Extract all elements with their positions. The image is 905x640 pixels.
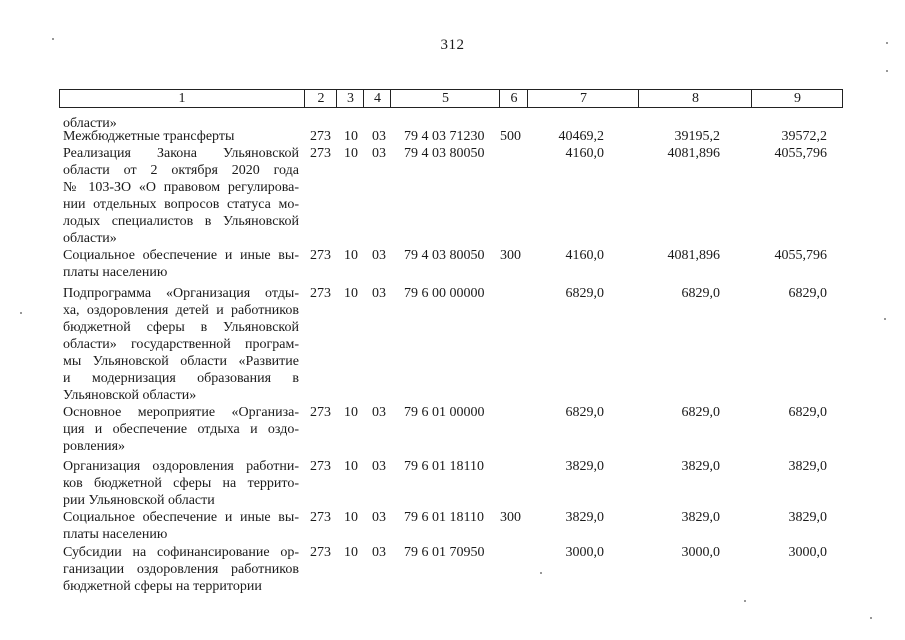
scan-speck: [884, 318, 886, 320]
scan-speck: [20, 312, 22, 314]
row-name-line: платы населению: [63, 265, 168, 280]
cell-c9: 6829,0: [788, 405, 827, 420]
row-name-line: бюджетной сферы в Ульяновской: [63, 320, 299, 335]
cell-c5: 79 6 01 70950: [404, 545, 485, 560]
row-name-line: Организация оздоровления работни-: [63, 459, 299, 474]
table-header-row: [59, 89, 843, 108]
cell-c2: 273: [310, 545, 331, 560]
cell-c3: 10: [344, 545, 358, 560]
cell-c2: 273: [310, 405, 331, 420]
cell-c8: 3829,0: [681, 459, 720, 474]
row-name-line: рии Ульяновской области: [63, 493, 215, 508]
header-col-6: 6: [499, 90, 528, 107]
scan-speck: [886, 70, 888, 72]
cell-c7: 40469,2: [558, 129, 604, 144]
row-name-line: Ульяновской области»: [63, 388, 197, 403]
row-name-line: Субсидии на софинансирование ор-: [63, 545, 299, 560]
row-name-line: и модернизация образования в: [63, 371, 299, 386]
cell-c4: 03: [372, 545, 386, 560]
scan-speck: [540, 572, 542, 574]
row-name-line: области»: [63, 116, 117, 131]
cell-c3: 10: [344, 286, 358, 301]
row-name-line: ганизации оздоровления работников: [63, 562, 299, 577]
row-name-line: ков бюджетной сферы на террито-: [63, 476, 299, 491]
cell-c8: 3829,0: [681, 510, 720, 525]
cell-c7: 4160,0: [565, 248, 604, 263]
row-name-line: области» государственной програм-: [63, 337, 299, 352]
cell-c6: 300: [500, 248, 521, 263]
cell-c5: 79 6 01 18110: [404, 510, 484, 525]
row-name: [63, 509, 299, 543]
cell-c9: 6829,0: [788, 286, 827, 301]
header-col-9: 9: [751, 90, 843, 107]
cell-c4: 03: [372, 405, 386, 420]
cell-c5: 79 6 00 00000: [404, 286, 485, 301]
row-name-line: области»: [63, 231, 117, 246]
cell-c3: 10: [344, 405, 358, 420]
row-name-line: Подпрограмма «Организация отды-: [63, 286, 299, 301]
row-name-line: Основное мероприятие «Организа-: [63, 405, 299, 420]
cell-c8: 3000,0: [681, 545, 720, 560]
row-name: [63, 145, 299, 247]
row-name: [63, 458, 299, 509]
cell-c9: 4055,796: [774, 146, 827, 161]
scan-speck: [52, 38, 54, 40]
cell-c5: 79 4 03 71230: [404, 129, 485, 144]
scan-speck: [886, 42, 888, 44]
cell-c2: 273: [310, 129, 331, 144]
cell-c4: 03: [372, 459, 386, 474]
cell-c7: 4160,0: [565, 146, 604, 161]
cell-c9: 39572,2: [781, 129, 827, 144]
cell-c5: 79 6 01 00000: [404, 405, 485, 420]
scan-speck: [744, 600, 746, 602]
cell-c2: 273: [310, 459, 331, 474]
row-name: [63, 285, 299, 404]
cell-c3: 10: [344, 459, 358, 474]
row-name: [63, 128, 299, 145]
cell-c8: 4081,896: [667, 248, 720, 263]
cell-c7: 3000,0: [565, 545, 604, 560]
row-name-line: мы Ульяновской области «Развитие: [63, 354, 299, 369]
header-col-2: 2: [304, 90, 337, 107]
cell-c2: 273: [310, 510, 331, 525]
header-col-3: 3: [336, 90, 364, 107]
row-name: [63, 247, 299, 281]
header-col-4: 4: [363, 90, 391, 107]
row-name-line: платы населению: [63, 527, 168, 542]
row-name-line: ция и обеспечение отдыха и оздо-: [63, 422, 299, 437]
row-name-line: лодых специалистов в Ульяновской: [63, 214, 299, 229]
cell-c4: 03: [372, 286, 386, 301]
header-col-5: 5: [390, 90, 500, 107]
row-name-line: Межбюджетные трансферты: [63, 129, 235, 144]
row-name-line: области от 2 октября 2020 года: [63, 163, 299, 178]
cell-c3: 10: [344, 510, 358, 525]
cell-c8: 6829,0: [681, 405, 720, 420]
cell-c7: 6829,0: [565, 286, 604, 301]
cell-c8: 6829,0: [681, 286, 720, 301]
cell-c4: 03: [372, 129, 386, 144]
row-name-line: № 103-ЗО «О правовом регулирова-: [63, 180, 299, 195]
cell-c9: 4055,796: [774, 248, 827, 263]
cell-c2: 273: [310, 286, 331, 301]
cell-c9: 3000,0: [788, 545, 827, 560]
cell-c7: 3829,0: [565, 459, 604, 474]
cell-c4: 03: [372, 248, 386, 263]
cell-c6: 500: [500, 129, 521, 144]
row-name-line: бюджетной сферы на территории: [63, 579, 262, 594]
page-number: 312: [440, 37, 465, 53]
cell-c7: 3829,0: [565, 510, 604, 525]
cell-c5: 79 6 01 18110: [404, 459, 484, 474]
cell-c3: 10: [344, 146, 358, 161]
cell-c4: 03: [372, 146, 386, 161]
cell-c6: 300: [500, 510, 521, 525]
row-name-line: ровления»: [63, 439, 126, 454]
cell-c8: 39195,2: [674, 129, 720, 144]
row-name-line: нии отдельных вопросов статуса мо-: [63, 197, 299, 212]
cell-c5: 79 4 03 80050: [404, 146, 485, 161]
row-name: [63, 544, 299, 595]
cell-c3: 10: [344, 129, 358, 144]
scan-speck: [870, 617, 872, 619]
row-name-line: ха, оздоровления детей и работников: [63, 303, 299, 318]
row-name-line: Реализация Закона Ульяновской: [63, 146, 299, 161]
cell-c5: 79 4 03 80050: [404, 248, 485, 263]
cell-c3: 10: [344, 248, 358, 263]
header-col-8: 8: [638, 90, 752, 107]
header-col-7: 7: [527, 90, 639, 107]
cell-c9: 3829,0: [788, 510, 827, 525]
cell-c2: 273: [310, 146, 331, 161]
header-col-1: 1: [178, 91, 186, 106]
row-name-line: Социальное обеспечение и иные вы-: [63, 510, 299, 525]
row-name-line: Социальное обеспечение и иные вы-: [63, 248, 299, 263]
cell-c9: 3829,0: [788, 459, 827, 474]
cell-c2: 273: [310, 248, 331, 263]
cell-c4: 03: [372, 510, 386, 525]
cell-c8: 4081,896: [667, 146, 720, 161]
row-name: [63, 404, 299, 455]
cell-c7: 6829,0: [565, 405, 604, 420]
